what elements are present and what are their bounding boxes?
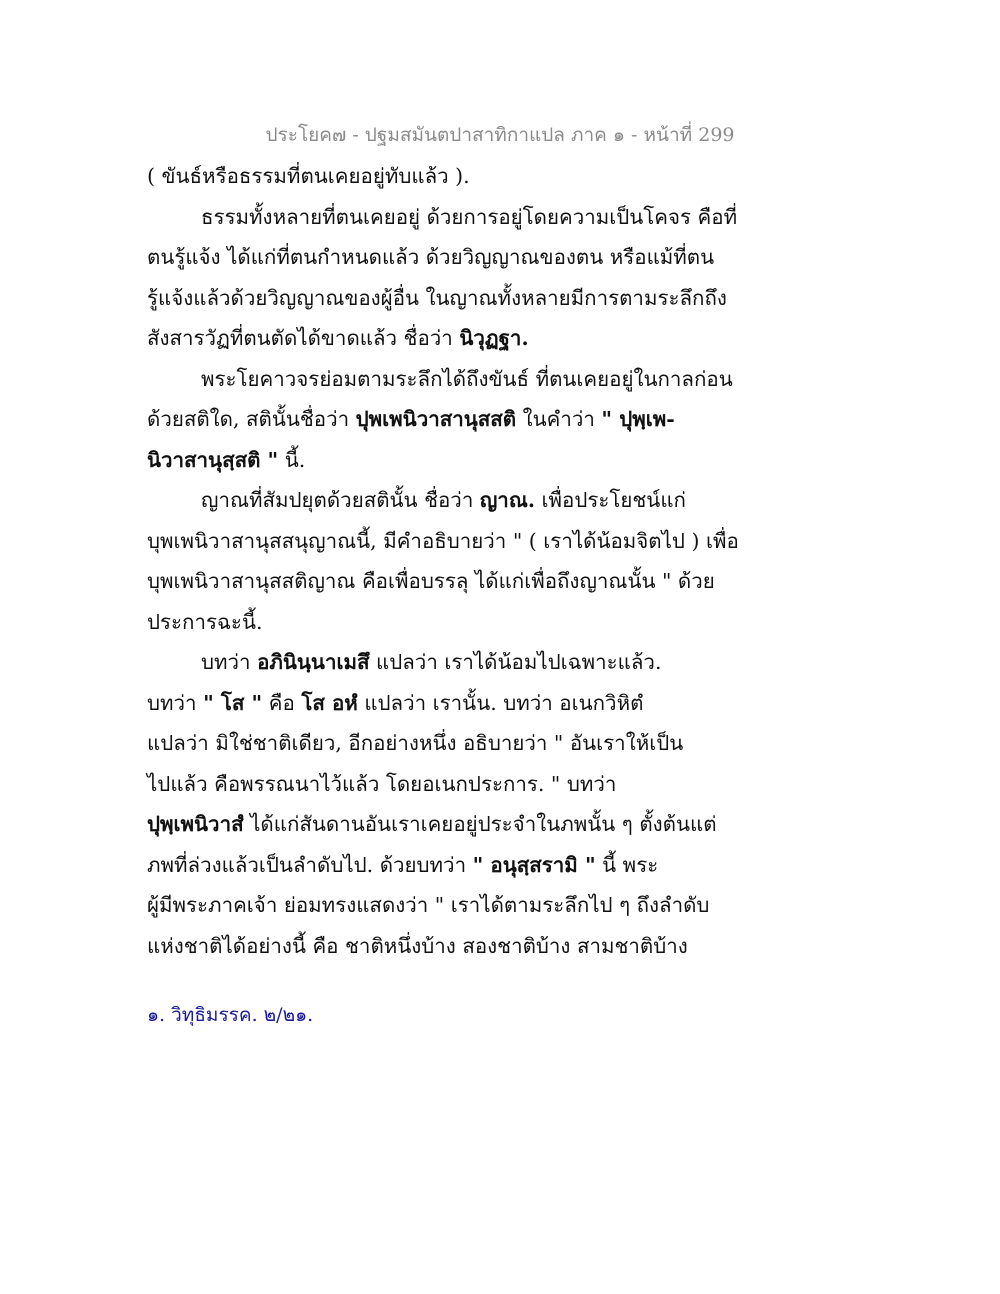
text-segment: ตนรู้แจ้ง ได้แก่ที่ตนกำหนดแล้ว ด้วยวิญญาณของตน หรือแม้ที่ตน <box>147 245 715 269</box>
page-header: ประโยค๗ - ปฐมสมันตปาสาทิกาแปล ภาค ๑ - หน้าที่ 299 <box>265 124 735 146</box>
text-line <box>147 480 707 521</box>
text-segment: บทว่า <box>147 690 204 715</box>
body-text <box>147 156 739 966</box>
text-line <box>147 156 707 197</box>
text-line <box>147 561 715 602</box>
bold-term: ปุพฺเพนิวาสํ <box>147 812 244 836</box>
bold-term: " โส " <box>203 690 263 715</box>
text-segment: บุพเพนิวาสานุสสติญาณ คือเพื่อบรรลุ ได้แก่เพื่อถึงญาณนั้น " ด้วย <box>147 569 715 593</box>
footnote: ๑. วิทุธิมรรค. ๒/๒๑. <box>147 1004 314 1026</box>
text-line <box>147 318 707 359</box>
text-segment: ไปแล้ว คือพรรณนาไว้แล้ว โดยอเนกประการ. " บทว่า <box>147 771 617 796</box>
text-line <box>147 885 710 926</box>
bold-term: อภินินฺนาเมสึ <box>257 650 370 674</box>
text-segment: ธรรมทั้งหลายที่ตนเคยอยู่ ด้วยการอยู่โดยความเป็นโคจร คือที่ <box>201 204 738 229</box>
text-line <box>147 359 733 400</box>
text-line <box>147 926 707 967</box>
text-segment: บุพเพนิวาสานุสสนุญาณนี้, มีคำอธิบายว่า " ( เราได้น้อมจิตไป ) เพื่อ <box>147 528 739 553</box>
text-segment: ภพที่ล่วงแล้วเป็นลำดับไป. ด้วยบทว่า <box>147 852 473 877</box>
bold-term: ปุพเพนิวาสานุสสติ <box>355 407 517 431</box>
text-segment: สังสารวัฏที่ตนตัดได้ขาดแล้ว ชื่อว่า <box>147 326 460 350</box>
text-line <box>147 804 717 845</box>
text-segment: ประการฉะนี้. <box>147 609 263 634</box>
text-line <box>147 237 715 278</box>
text-line <box>147 642 707 683</box>
text-segment: รู้แจ้งแล้วด้วยวิญญาณของผู้อื่น ในญาณทั้งหลายมีการตามระลึกถึง <box>147 285 727 310</box>
text-segment: แปลว่า เราได้น้อมไปเฉพาะแล้ว. <box>369 650 662 674</box>
text-segment: บทว่า <box>201 650 258 674</box>
text-line <box>147 764 707 805</box>
text-line <box>147 683 707 724</box>
text-segment: ญาณที่สัมปยุตด้วยสตินั้น ชื่อว่า <box>201 488 480 512</box>
text-line <box>147 723 707 764</box>
text-segment: แปลว่า เรานั้น. บทว่า อเนกวิหิตํ <box>357 690 644 715</box>
text-line <box>147 197 738 238</box>
text-segment: ได้แก่สันดานอันเราเคยอยู่ประจำในภพนั้น ๆ ตั้งต้นแต่ <box>243 812 717 836</box>
text-segment: ด้วยสติใด, สตินั้นชื่อว่า <box>147 407 356 431</box>
text-segment: ผู้มีพระภาคเจ้า ย่อมทรงแสดงว่า " เราได้ตามระลึกไป ๆ ถึงลำดับ <box>147 893 710 917</box>
bold-term: " อนุสฺสรามิ " <box>472 852 596 877</box>
text-segment: พระโยคาวจรย่อมตามระลึกได้ถึงขันธ์ ที่ตนเคยอยู่ในกาลก่อน <box>201 366 733 391</box>
bold-term: นิวุฏฐา. <box>459 326 529 350</box>
text-segment: นี้ พระ <box>595 852 659 877</box>
text-line <box>147 602 707 643</box>
bold-term: นิวาสานุสฺสติ " <box>147 447 279 472</box>
bold-term: โส อหํ <box>301 690 358 715</box>
text-line <box>147 845 707 886</box>
text-segment: ( ขันธ์หรือธรรมที่ตนเคยอยู่ทับแล้ว ). <box>147 164 470 188</box>
text-line <box>147 278 727 319</box>
text-segment: คือ <box>262 690 302 715</box>
bold-term: " ปุพฺเพ- <box>601 407 675 431</box>
text-segment: แปลว่า มิใช่ชาติเดียว, อีกอย่างหนึ่ง อธิบายว่า " อันเราให้เป็น <box>147 731 684 755</box>
text-segment: แห่งชาติได้อย่างนี้ คือ ชาติหนึ่งบ้าง สองชาติบ้าง สามชาติบ้าง <box>147 933 688 958</box>
text-line <box>147 521 739 562</box>
text-segment: ในคำว่า <box>516 407 602 431</box>
bold-term: ญาณ. <box>479 488 535 512</box>
text-segment: เพื่อประโยชน์แก่ <box>534 488 686 512</box>
text-line <box>147 399 707 440</box>
text-line <box>147 440 707 481</box>
text-segment: นี้. <box>278 447 306 472</box>
